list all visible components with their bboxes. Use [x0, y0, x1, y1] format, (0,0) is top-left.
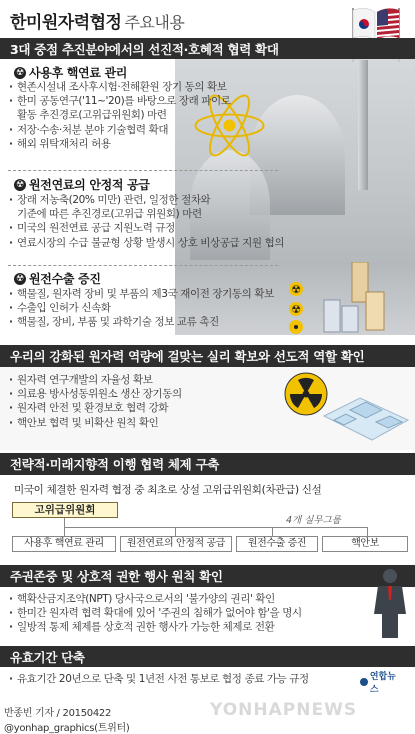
page-title: 한미원자력협정 주요내용	[10, 13, 185, 33]
section-heading: 3대 중점 추진분야에서의 선진적·호혜적 협력 확대	[0, 38, 415, 59]
list-item: · 미국의 원전연료 공급 지원노력 규정	[8, 221, 284, 235]
radiation-icon: ☢	[14, 273, 26, 285]
bullet-list	[8, 80, 231, 151]
radiation-icon	[289, 282, 303, 296]
logo-dot-icon	[360, 678, 368, 686]
watermark: YONHAPNEWS	[210, 700, 358, 720]
divider	[8, 265, 278, 266]
list-item: · 한미간 원자력 협력 확대에 있어 '주권의 침해가 없어야 함'을 명시	[8, 606, 302, 620]
section-heading: 우리의 강화된 원자력 역량에 걸맞는 실리 확보와 선도적 역할 확인	[0, 345, 415, 367]
section-heading: 유효기간 단축	[0, 646, 415, 667]
list-item: · 현존시설내 조사후시험·전해환원 장기 동의 확보	[8, 80, 231, 94]
council-description: 미국이 체결한 원자력 협정 중 최초로 상설 고위급위원회(차관급) 신설	[14, 484, 322, 496]
twitter-credit: @yonhap_graphics(트위터)	[4, 723, 130, 734]
radiation-icon	[289, 302, 303, 316]
officials-silhouette-icon	[368, 566, 412, 638]
logo-text: 연합뉴스	[369, 672, 396, 695]
bullet-list	[8, 373, 182, 430]
section-heading: 주권존중 및 상호적 권한 행사 원칙 확인	[0, 565, 415, 587]
atom-small-icon	[289, 320, 303, 334]
high-level-council-box: 고위급위원회	[12, 502, 118, 518]
radiation-icon: ☢	[14, 179, 26, 191]
list-item: · 원자력 연구개발의 자율성 확보	[8, 373, 182, 387]
list-item: · 핵물질, 원자력 장비 및 부품의 제3국 재이전 장기동의 확보	[8, 287, 274, 301]
working-group-box: 사용후 핵연료 관리	[12, 536, 116, 552]
bullet-list	[8, 672, 309, 686]
list-item: 활동 추진경로(고위급위원회) 마련	[17, 109, 167, 122]
working-group-box: 원전수출 증진	[236, 536, 318, 552]
bullet-list	[8, 193, 284, 250]
list-item: · 유효기간 20년으로 단축 및 1년전 사전 통보로 협정 종료 가능 규정	[8, 672, 309, 686]
bullet-list	[8, 287, 274, 330]
working-group-box: 핵안보	[322, 536, 408, 552]
list-item: · 한미 공동연구('11~'20)를 바탕으로 장래 파이로	[8, 94, 231, 108]
group-label: 원전수출 증진	[29, 272, 101, 286]
tree-connector	[367, 527, 368, 536]
list-item: · 해외 위탁재처리 허용	[8, 137, 231, 151]
list-item: · 연료시장의 수급 불균형 상황 발생시 상호 비상공급 지원 협의	[8, 236, 284, 250]
group-label: 사용후 핵연료 관리	[29, 66, 128, 80]
list-item: · 수출입 인허가 신속화	[8, 301, 274, 315]
tree-connector	[64, 527, 65, 536]
list-item: · 일방적 통제 체제를 상호적 권한 행사가 가능한 체제로 전환	[8, 620, 302, 634]
list-item: · 핵물질, 장비, 부품 및 과학기술 정보 교류 촉진	[8, 315, 274, 329]
tree-connector	[272, 527, 273, 536]
working-group-box: 원전연료의 안정적 공급	[120, 536, 232, 552]
list-item: · 장래 저농축(20% 미만) 관련, 일정한 절차와	[8, 193, 284, 207]
list-item: 기준에 따른 추진경로(고위급 위원회) 마련	[17, 208, 202, 221]
bullet-list	[8, 592, 302, 635]
divider	[8, 170, 278, 171]
fuel-rods-icon	[318, 262, 388, 334]
group-heading	[14, 176, 150, 193]
reporter-credit: 반종빈 기자 / 20150422	[4, 708, 112, 719]
tree-connector	[175, 527, 176, 536]
radiation-icon: ☢	[14, 67, 26, 79]
svg-text:☢: ☢	[291, 303, 301, 316]
group-heading	[14, 64, 127, 81]
group-heading	[14, 270, 101, 287]
svg-text:☢: ☢	[291, 283, 301, 296]
list-item: · 핵안보 협력 및 비확산 원칙 확인	[8, 416, 182, 430]
isometric-facility-icon	[320, 386, 412, 446]
list-item: · 저장·수송·처분 분야 기술협력 확대	[8, 123, 231, 137]
yonhap-logo	[360, 672, 404, 695]
tree-connector	[64, 527, 368, 528]
working-group-label: 4개 실무그룹	[286, 515, 341, 526]
group-label: 원전연료의 안정적 공급	[29, 178, 150, 192]
list-item: · 원자력 안전 및 환경보호 협력 강화	[8, 401, 182, 415]
list-item: · 핵확산금지조약(NPT) 당사국으로서의 '불가양의 권리' 확인	[8, 592, 302, 606]
cooling-stack-image	[358, 60, 368, 190]
list-item: · 의료용 방사성동위원소 생산 장기동의	[8, 387, 182, 401]
page-subtitle: 주요내용	[124, 13, 185, 32]
section-heading: 전략적·미래지향적 이행 협력 체제 구축	[0, 453, 415, 475]
